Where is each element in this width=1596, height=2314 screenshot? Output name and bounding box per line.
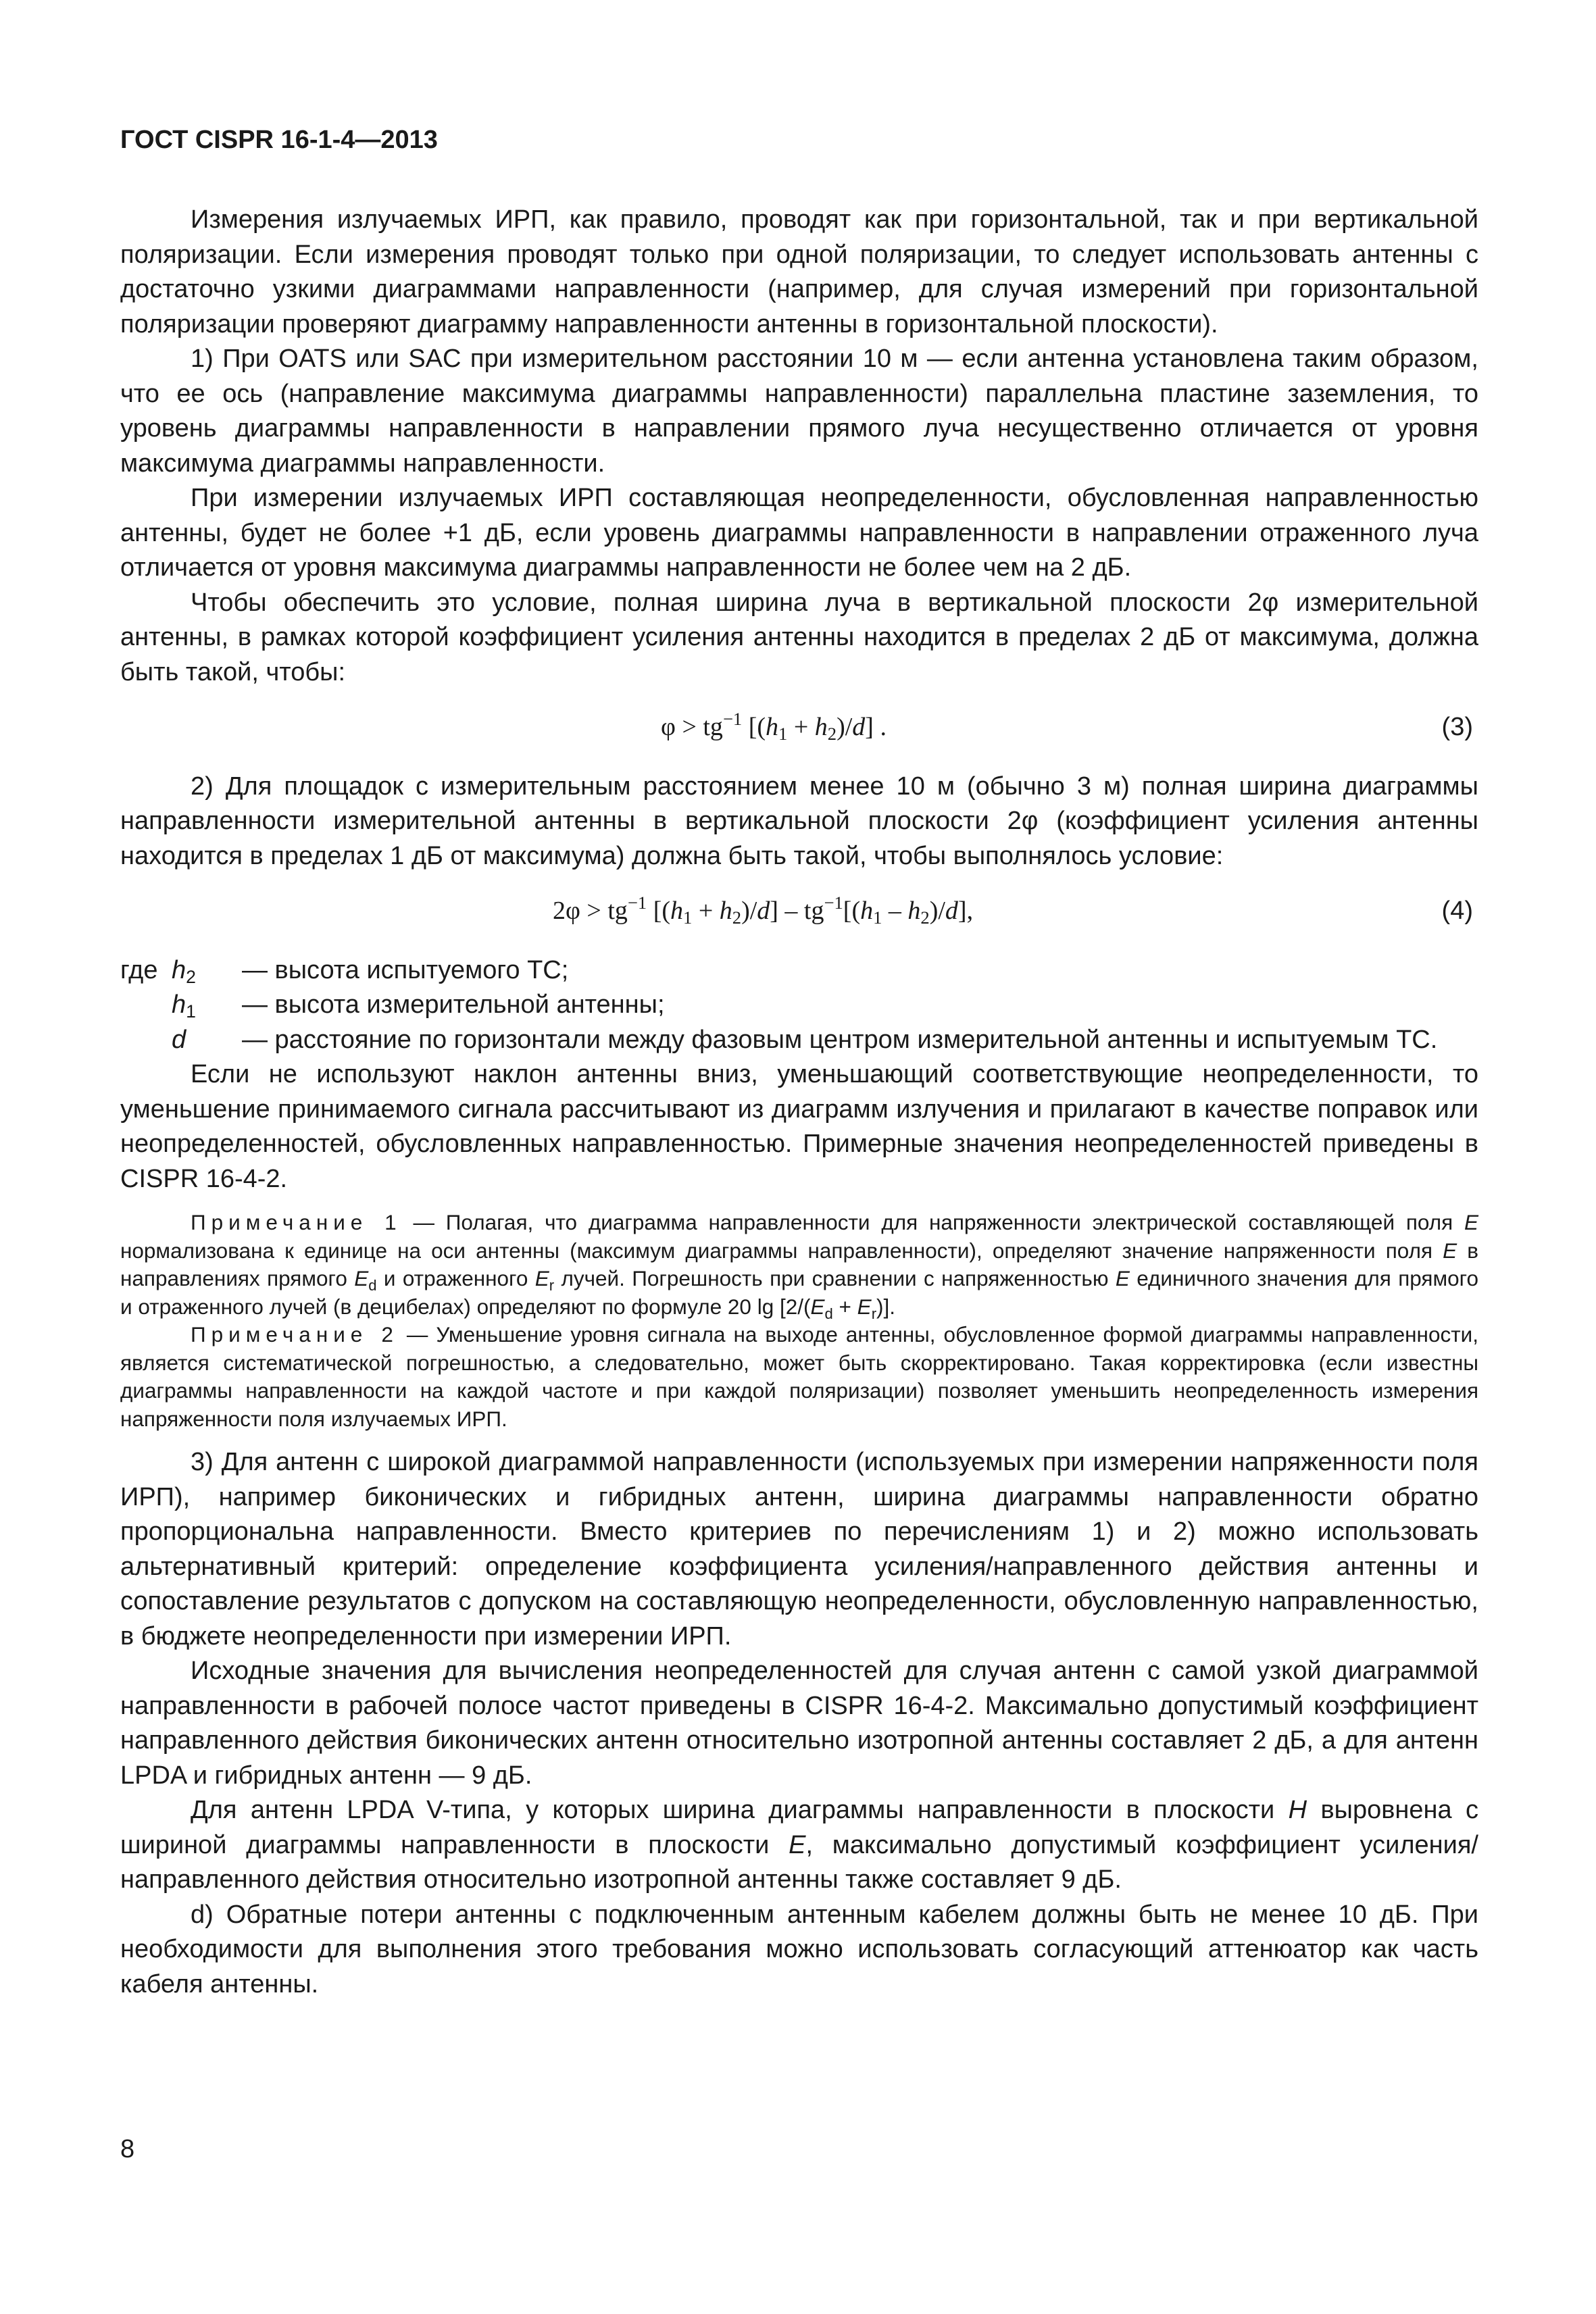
paragraph: Для антенн LPDA V-типа, у которых ширина диаграммы направленности в плоскости H выровнена с шириной диаграммы направленности в плоскости E, максимально допустимый коэффициент усиления/направленного действия относительно изотропной антенны также составляет 9 дБ. xyxy=(120,1796,1478,1894)
note-2-label: Примечание 2 xyxy=(191,1322,399,1347)
paragraph: Измерения излучаемых ИРП, как правило, проводят как при горизонтальной, так и при вертикальной поляризации. Если измерения проводят только при одной поляризации, то следует использовать антенны с достаточно узкими диаграммами направленности (например, для случая измерений при горизонтальной поляризации проверяют диаграмму направленности антенны в горизонтальной плоскости). xyxy=(120,205,1478,338)
formula-3-expression: $\varphi > tg^{-1}$ $[(h_1 + h_2)/d]$ . xyxy=(661,709,887,744)
definition-lead: где xyxy=(120,955,158,984)
paragraph: 1) При OATS или SAC при измерительном расстоянии 10 м — если антенна установлена таким образом, что ее ось (направление максимума диаграммы направленности) параллельна пластине заземления, то уровень диаграммы направленности в направлении прямого луча несущественно отличается от уровня максимума диаграммы направленности. xyxy=(120,345,1478,478)
paragraph: 2) Для площадок с измерительным расстоянием менее 10 м (обычно 3 м) полная ширина диаграммы направленности измерительной антенны в вертикальной плоскости 2φ (коэффициент усиления антенны находится в пределах 1 дБ от максимума) должна быть такой, чтобы выполнялось условие: xyxy=(120,772,1478,870)
definition-text: — расстояние по горизонтали между фазовым центром измерительной антенны и испытуемым ТС. xyxy=(242,1025,1438,1054)
formula-3-number: (3) xyxy=(1441,713,1473,741)
definition-symbol: d xyxy=(172,1025,186,1054)
definition-row xyxy=(120,1023,1478,1058)
note-1-label: Примечание 1 xyxy=(191,1210,402,1234)
paragraph: 3) Для антенн с широкой диаграммой направленности (используемых при измерении напряженности поля ИРП), например биконических и гибридных антенн, ширина диаграммы направленности обратно пропорциональна направленности. Вместо критериев по перечислениям 1) и 2) можно использовать альтернативный критерий: определение коэффициента усиления/направленного действия антенны и сопоставление результатов с допуском на составляющую неопределенности, обусловленную направленностью, в бюджете неопределенности при измерении ИРП. xyxy=(120,1448,1478,1651)
definition-symbol: $h_1$ xyxy=(172,990,196,1022)
standard-designation: ГОСТ CISPR 16-1-4—2013 xyxy=(120,126,438,154)
definition-text: — высота испытуемого ТС; xyxy=(242,955,569,984)
formula-3 xyxy=(120,710,1478,745)
paragraph: Чтобы обеспечить это условие, полная ширина луча в вертикальной плоскости 2φ измерительной антенны, в рамках которой коэффициент усиления антенны находится в пределах 2 дБ от максимума, должна быть такой, чтобы: xyxy=(120,588,1478,686)
variable-definitions xyxy=(120,953,1478,1058)
page-number: 8 xyxy=(120,2135,135,2163)
paragraph: Исходные значения для вычисления неопределенностей для случая антенн с самой узкой диаграммой направленности в рабочей полосе частот приведены в CISPR 16-4-2. Максимально допустимый коэффициент направленного действия биконических антенн относительно изотропной антенны составляет 2 дБ, а для антенн LPDA и гибридных антенн — 9 дБ. xyxy=(120,1657,1478,1790)
paragraph: Если не используют наклон антенны вниз, уменьшающий соответствующие неопределенности, то уменьшение принимаемого сигнала рассчитывают из диаграмм излучения и прилагают в качестве поправок или неопределенностей, обусловленных направленностью. Примерные значения неопределенностей приведены в CISPR 16-4-2. xyxy=(120,1060,1478,1193)
paragraph: d) Обратные потери антенны с подключенным антенным кабелем должны быть не менее 10 дБ. При необходимости для выполнения этого требования можно использовать согласующий аттенюатор как часть кабеля антенны. xyxy=(120,1900,1478,1998)
definition-row xyxy=(120,953,1478,988)
note-1: Примечание 1 — Полагая, что диаграмма направленности для напряженности электрической составляющей поля E нормализована к единице на оси антенны (максимум диаграммы направленности), определяют значение напряженности поля E в направлениях прямого $E_d$ и отраженного $E_r$ лучей. Погрешность при сравнении с напряженностью E единичного значения для прямого и отраженного лучей (в децибелах) определяют по формуле 20 $\lg [2/(E_d + E_r)]$. xyxy=(120,1210,1478,1322)
formula-4 xyxy=(120,894,1478,929)
definition-row xyxy=(120,988,1478,1023)
note-2: Примечание 2 — Уменьшение уровня сигнала на выходе антенны, обусловленное формой диаграммы направленности, является систематической погрешностью, а следовательно, может быть скорректировано. Такая корректировка (если известны диаграммы направленности на каждой частоте и при каждой поляризации) позволяет уменьшить неопределенность измерения напряженности поля излучаемых ИРП. xyxy=(120,1322,1478,1431)
definition-symbol: $h_2$ xyxy=(172,955,196,987)
paragraph: При измерении излучаемых ИРП составляющая неопределенности, обусловленная направленностью антенны, будет не более +1 дБ, если уровень диаграммы направленности в направлении отраженного луча отличается от уровня максимума диаграммы направленности не более чем на 2 дБ. xyxy=(120,484,1478,582)
body-text xyxy=(120,203,1478,2002)
formula-4-expression: $2\varphi > tg^{-1}$ $[(h_1 + h_2)/d] - tg^{-1}[(h_1 - h_2)/d]$, xyxy=(553,892,974,928)
notes xyxy=(120,1209,1478,1433)
formula-4-number: (4) xyxy=(1441,897,1473,925)
definition-text: — высота измерительной антенны; xyxy=(242,990,665,1019)
